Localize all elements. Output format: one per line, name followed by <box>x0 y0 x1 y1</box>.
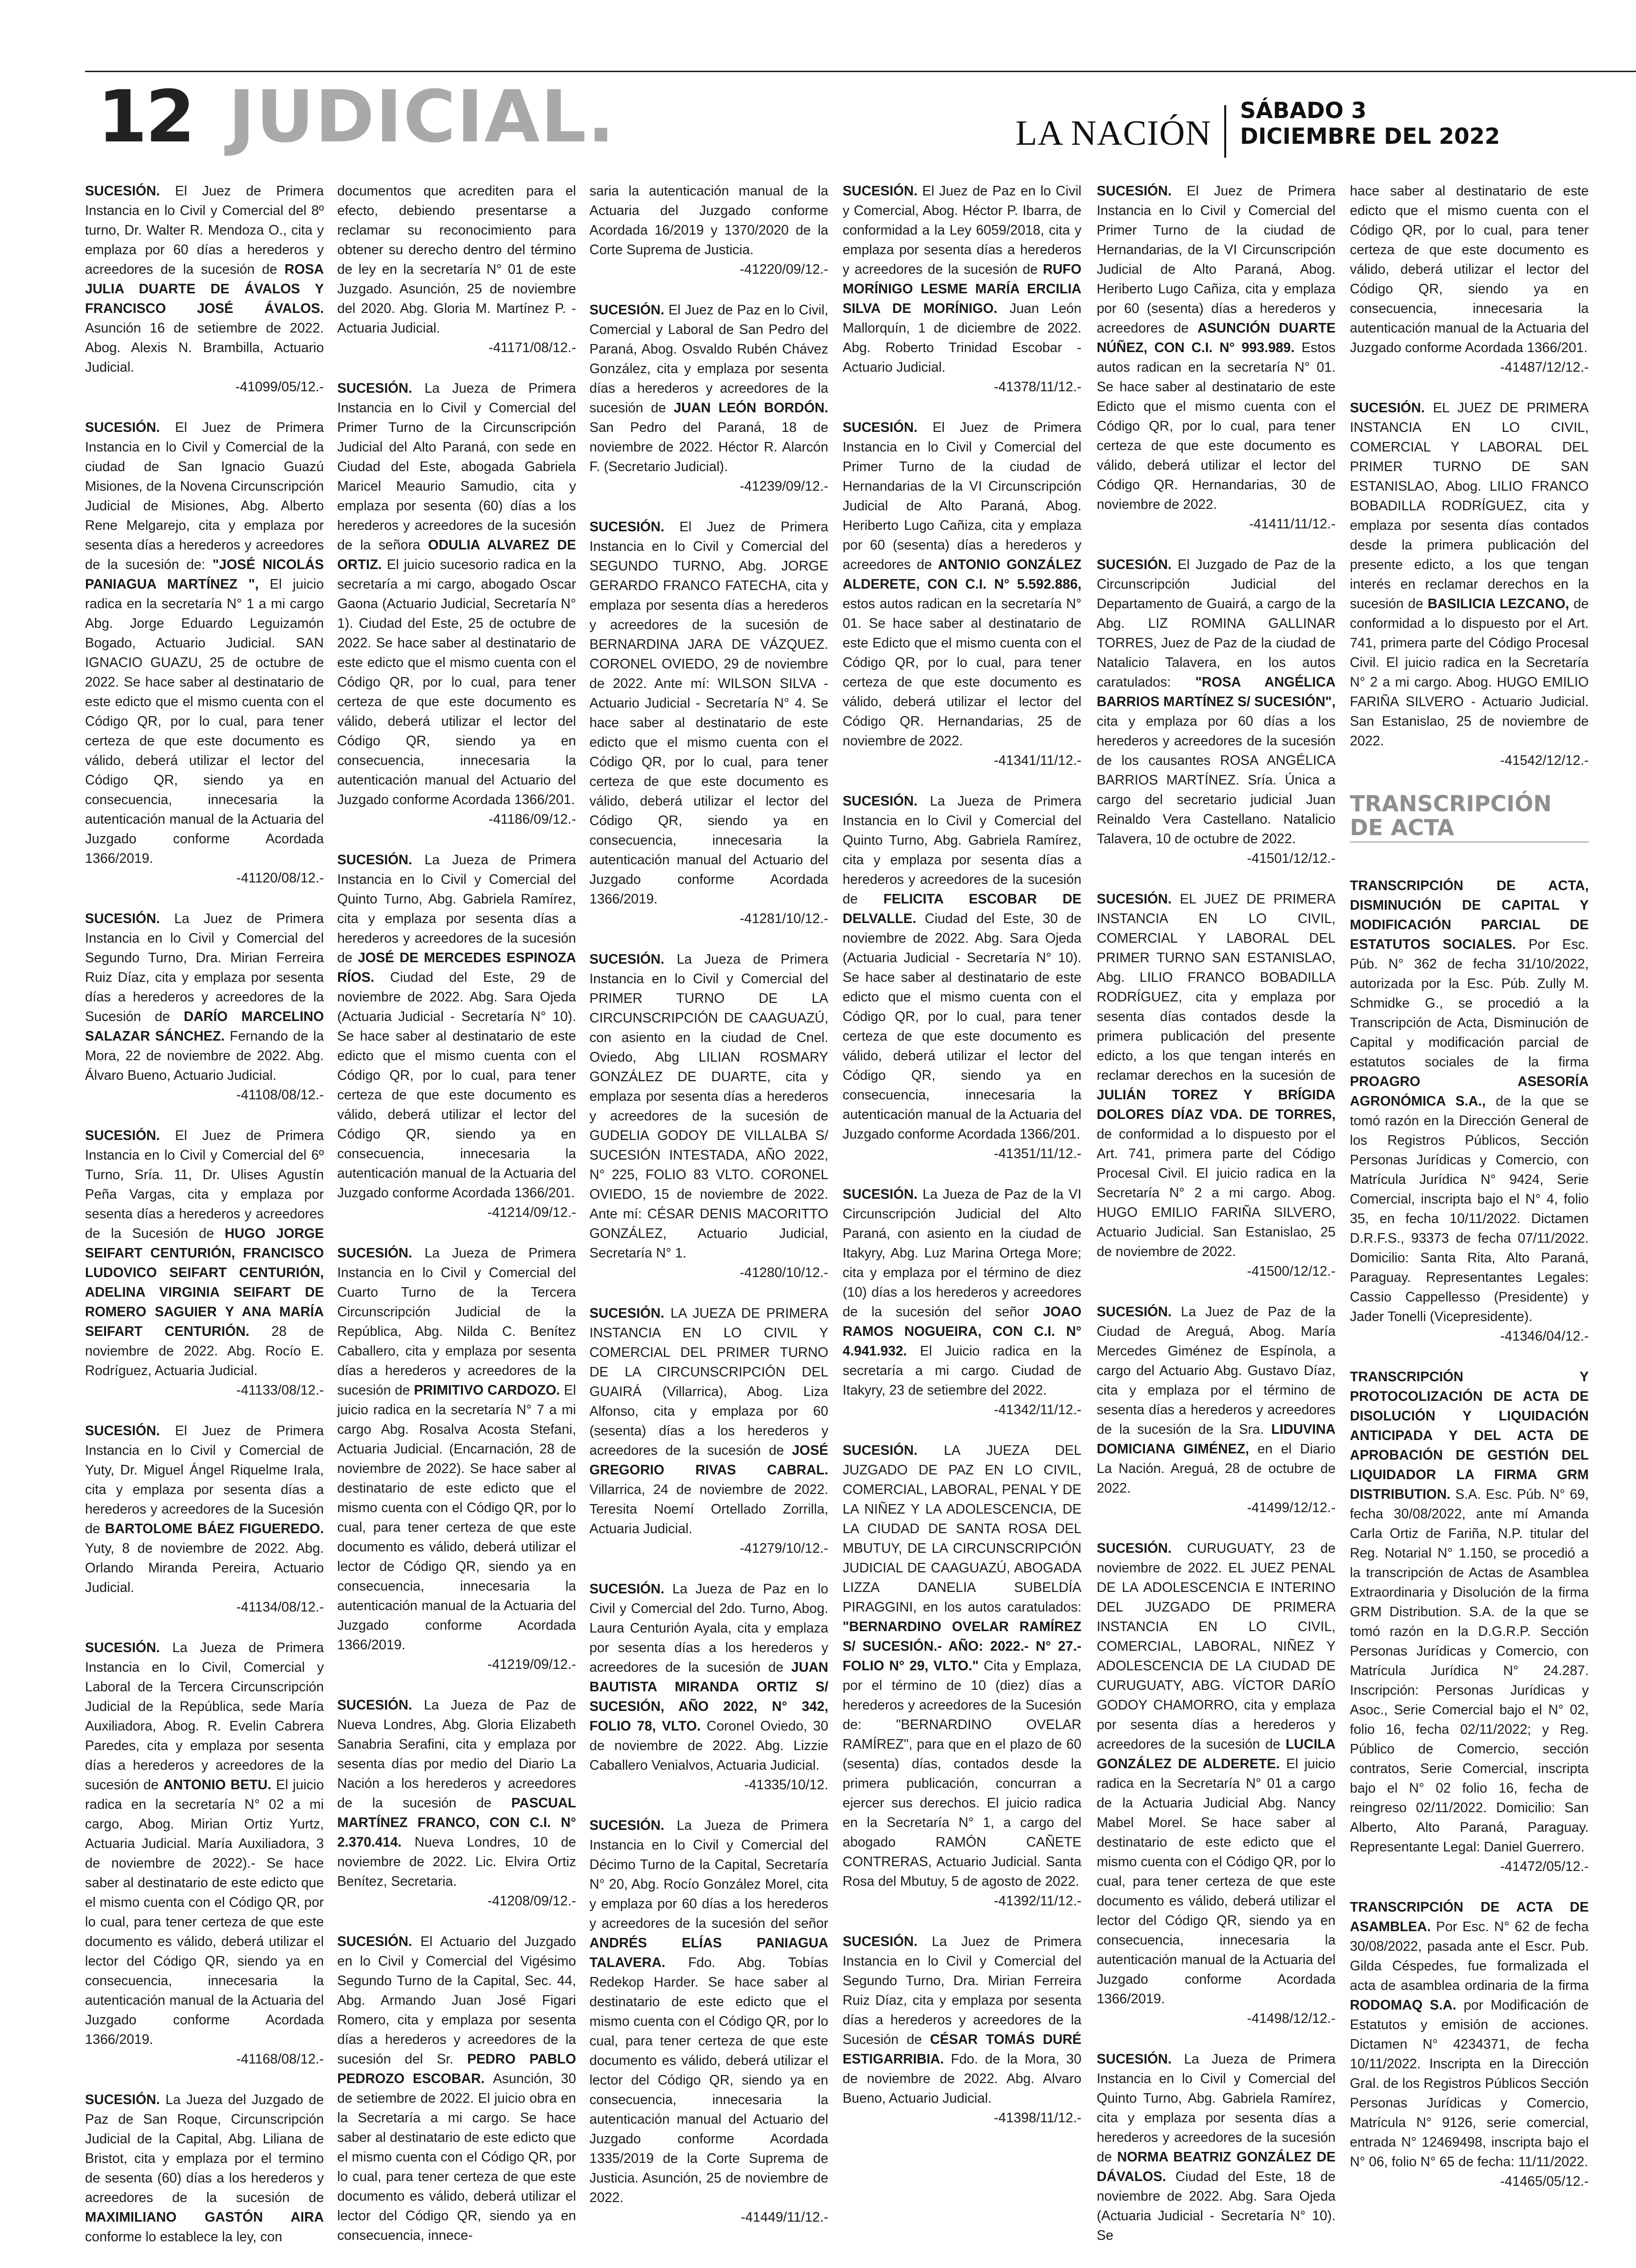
notice-text: Coronel Oviedo, 30 de noviembre de 2022. Abg. Lizzie Caballero Venialvos, Actuaria Judicial. <box>589 1719 829 1773</box>
notice-name: CÉSAR TOMÁS DURÉ ESTIGARRIBIA. <box>843 2032 1081 2067</box>
notice-name: ANTONIO BETU. <box>163 1777 276 1793</box>
notice-text: de conformidad a lo dispuesto por el Art. 741, primera parte del Código Procesal Civil. El juicio radica en la Secretaría N° 2 a mi cargo. Abog. HUGO EMILIO FARIÑA SILVERO, Actuario Judicial. San Estanislao, 25 de noviembre de 2022. <box>1097 1127 1336 1259</box>
notice-code: -41341/11/12.- <box>994 753 1081 768</box>
legal-notice <box>589 1580 828 1795</box>
notice-text: La Jueza de Primera Instancia en lo Civil y Comercial del Quinto Turno, Abg. Gabriela Ramírez, cita y emplaza por sesenta días a herederos y acreedores de la sucesión de <box>337 852 576 966</box>
notice-name: JUAN BAUTISTA MIRANDA ORTIZ S/ SUCESIÓN, AÑO 2022, N° 342, FOLIO 78, VLTO. <box>589 1660 828 1734</box>
notice-text: Asunción 16 de setiembre de 2022. Abog. Alexis N. Brambilla, Actuario Judicial. <box>85 321 324 375</box>
notice-heading: SUCESIÓN. <box>85 420 175 435</box>
legal-notice <box>843 1932 1081 2128</box>
legal-notice <box>85 1638 324 2069</box>
notice-heading: SUCESIÓN. <box>843 1443 944 1458</box>
notice-text: Nueva Londres, 10 de noviembre de 2022. Lic. Elvira Ortiz Benítez, Secretaria. <box>337 1835 576 1889</box>
notice-code: -41487/12/12.- <box>1500 360 1589 375</box>
notice-text: Juan León Mallorquín, 1 de diciembre de 2022. Abg. Roberto Trinidad Escobar - Actuario Judicial. <box>843 301 1082 375</box>
notice-code: -41099/05/12.- <box>235 379 324 395</box>
notice-name: "BERNARDINO OVELAR RAMÍREZ S/ SUCESIÓN.- AÑO: 2022.- N° 27.- FOLIO N° 29, VLTO." <box>843 1619 1081 1674</box>
notice-text: El Juez de Primera Instancia en lo Civil y Comercial del 8º turno, Dr. Walter R. Mendoza O., cita y emplaza por 60 días a herederos y acreedores de la sucesión de <box>85 183 324 277</box>
notice-code: -41214/09/12.- <box>487 1205 576 1220</box>
notice-heading: SUCESIÓN. <box>589 519 680 535</box>
legal-notice <box>85 418 324 888</box>
notice-code: -41108/08/12.- <box>236 1087 324 1103</box>
notice-text: hace saber al destinatario de este edicto que el mismo cuenta con el Código QR, por lo cual, para tener certeza de que este documento es válido, deberá utilizar el lector del Código QR, siendo ya en consecuencia, innecesaria la autenticación manual de la Actuaria del Juzgado conforme Acordada 1366/201. <box>1350 183 1589 355</box>
notice-heading: SUCESIÓN. <box>337 852 425 868</box>
notice-text: cita y emplaza por 60 días a los herederos y acreedores de la sucesión de los causantes ROSA ANGÉLICA BARRIOS MARTÍNEZ. Sría. Única a cargo del secretario judicial Juan Reinaldo Vera Castellano. Natalicio Talavera, 10 de octubre de 2022. <box>1097 714 1336 847</box>
section-heading: TRANSCRIPCIÓN DE ACTA <box>1350 792 1589 843</box>
notice-code: -41133/08/12.- <box>236 1383 324 1398</box>
notice-text: El Juzgado de Paz de la Circunscripción Judicial del Departamento de Guairá, a cargo de la Abg. LIZ ROMINA GALLINAR TORRES, Juez de Paz de la ciudad de Natalicio Talavera, en los autos caratulados: <box>1097 557 1336 690</box>
notice-code: -41378/11/12.- <box>994 379 1081 395</box>
notice-name: RODOMAQ S.A. <box>1350 1998 1464 2013</box>
notice-text: La Jueza de Primera Instancia en lo Civil y Comercial del Décimo Turno de la Capital, Secretaría N° 20, Abg. Rocío González Morel, cita y emplaza por 60 días a los herederos y acreedores de la sucesión del señor <box>589 1818 828 1931</box>
notice-name: ASUNCIÓN DUARTE NÚÑEZ, CON C.I. N° 993.989. <box>1097 321 1336 355</box>
notice-text: La Juez de Primera Instancia en lo Civil y Comercial del Segundo Turno, Dra. Mirian Ferreira Ruiz Díaz, cita y emplaza por sesenta días a herederos y acreedores de la Sucesión de <box>85 911 324 1024</box>
notice-code: -41351/11/12.- <box>994 1146 1081 1161</box>
notice-text: El juicio radica en la secretaría N° 7 a mi cargo Abg. Rosalva Acosta Stefani, Actuaria Judicial. (Encarnación, 28 de noviembre de 2022). Se hace saber al destinatario de este edicto que el mismo cuenta con el Código QR, por lo cual, para tener certeza de que este documento es válido, deberá utilizar el lector de Código QR, siendo ya en consecuencia, innecesaria la autenticación manual de la Actuaria del Juzgado conforme Acordada 1366/2019. <box>337 1383 576 1653</box>
notice-heading: SUCESIÓN. <box>589 1818 677 1833</box>
notice-name: HUGO JORGE SEIFART CENTURIÓN, FRANCISCO LUDOVICO SEIFART CENTURIÓN, ADELINA VIRGINIA SEIFART DE ROMERO SAGUIER Y ANA MARÍA SEIFART CENTURIÓN. <box>85 1226 324 1339</box>
notice-text: La Jueza de Primera Instancia en lo Civil y Comercial del Cuarto Turno de la Tercera Circunscripción Judicial de la República, Abg. Nilda C. Benítez Caballero, cita y emplaza por sesenta días a herederos y acreedores de la sucesión de <box>337 1246 576 1398</box>
notice-heading: SUCESIÓN. <box>589 1306 671 1321</box>
issue-date-month: DICIEMBRE DEL 2022 <box>1240 123 1500 149</box>
notice-heading: SUCESIÓN. <box>85 183 175 199</box>
notice-heading: SUCESIÓN. <box>843 794 930 809</box>
notice-heading: SUCESIÓN. <box>843 420 933 435</box>
notice-text: en el Diario La Nación. Areguá, 28 de octubre de 2022. <box>1097 1441 1336 1496</box>
notice-heading: SUCESIÓN. <box>337 381 425 396</box>
notice-code: -41498/12/12.- <box>1247 2011 1336 2026</box>
notice-name: PEDRO PABLO PEDROZO ESCOBAR. <box>337 2052 576 2086</box>
notice-name: NORMA BEATRIZ GONZÁLEZ DE DÁVALOS. <box>1097 2150 1336 2184</box>
page-number: 12 <box>97 75 193 159</box>
notice-text: de la que se tomó razón en la Dirección General de los Registros Públicos, Sección Personas Jurídicas y Comercio, con Matrícula Jurídica N° 9424, Serie Comercial, inscripta bajo el N° 4, folio 35, en fecha 10/11/2022. Dictamen D.R.F.S., 93373 de fecha 07/11/2022. Domicilio: Santa Rita, Alto Paraná, Paraguay. Representantes Legales: Cassio Cappellesso (Presidente) y Jader Tonelli (Vicepresidente). <box>1350 1094 1589 1324</box>
notice-text: La Jueza de Paz de Nueva Londres, Abg. Gloria Elizabeth Sanabria Serafini, cita y emplaza por sesenta días por medio del Diario La Nación a los herederos y acreedores de la sucesión de <box>337 1698 576 1811</box>
notice-code: -41346/04/12.- <box>1500 1329 1589 1344</box>
legal-notice <box>1350 1898 1589 2192</box>
notice-text: El Juez de Primera Instancia en lo Civil y Comercial del SEGUNDO TURNO, Abg. JORGE GERARDO FRANCO FATECHA, cita y emplaza por sesenta días a herederos y acreedores de la sucesión de BERNARDINA JARA DE VÁZQUEZ. CORONEL OVIEDO, 29 de noviembre de 2022. Ante mí: WILSON SILVA - Actuario Judicial - Secretaría N° 4. Se hace saber al destinatario de este edicto que el mismo cuenta con el Código QR, por lo cual, para tener certeza de que este documento es válido, deberá utilizar el lector del Código QR, siendo ya en consecuencia, innecesaria la autenticación manual del Actuario del Juzgado conforme Acordada 1366/2019. <box>589 519 829 907</box>
notice-text: Por Esc. Púb. N° 362 de fecha 31/10/2022, autorizada por la Esc. Púb. Zully M. Schmidke G., se procedió a la Transcripción de Acta, Disminución de Capital y modificación parcial de estatutos sociales de la firma <box>1350 937 1589 1070</box>
notice-name: BARTOLOME BÁEZ FIGUEREDO. <box>105 1521 324 1537</box>
legal-notice <box>1097 182 1336 534</box>
column-5 <box>1097 182 1336 2267</box>
legal-notice <box>843 1185 1081 1420</box>
legal-notice <box>85 909 324 1105</box>
notice-text: El juicio radica en la Secretaría N° 01 a cargo de la Actuaria Judicial Abg. Nancy Mabel Morel. Se hace saber al destinatario de este edicto que el mismo cuenta con el Código QR, por lo cual, para tener certeza de que este documento es válido, deberá utilizar el lector del Código QR, siendo ya en consecuencia, innecesaria la autenticación manual de la Actuaria del Juzgado conforme Acordada 1366/2019. <box>1097 1756 1336 2007</box>
legal-notice <box>85 2090 324 2247</box>
notice-code: -41208/09/12.- <box>487 1893 576 1909</box>
column-3 <box>589 182 828 2248</box>
header-rule <box>85 71 1636 72</box>
notice-code: -41171/08/12.- <box>488 340 576 355</box>
legal-notice <box>1097 890 1336 1281</box>
notice-text: de conformidad a lo dispuesto por el Art. 741, primera parte del Código Procesal Civil. El juicio radica en la Secretaría N° 2 a mi cargo. Abog. HUGO EMILIO FARIÑA SILVERO - Actuario Judicial. San Estanislao, 25 de noviembre de 2022. <box>1350 596 1589 749</box>
notice-code: -41279/10/12.- <box>739 1541 828 1556</box>
notice-text: LA JUEZA DEL JUZGADO DE PAZ EN LO CIVIL, COMERCIAL, LABORAL, PENAL Y DE LA NIÑEZ Y LA ADOLESCENCIA, DE LA CIUDAD DE SANTA ROSA DEL MBUTUY, DE LA CIRCUNSCRIPCIÓN JUDICIAL DE CAAGUAZÚ, ABOGADA LIZZA DANELIA SUBELDÍA PIRAGGINI, en los autos caratulados: <box>843 1443 1081 1615</box>
notice-code: -41219/09/12.- <box>487 1657 576 1672</box>
notice-code: -41168/08/12.- <box>236 2052 324 2067</box>
notice-text: El Juez de Primera Instancia en lo Civil y Comercial del Primer Turno de la ciudad de Hernandarias, de la VI Circunscripción Judicial de Alto Paraná, Abog. Heriberto Lugo Cañiza, cita y emplaza por 60 (sesenta) días a herederos y acreedores de <box>1097 183 1336 336</box>
notice-name: ROSA JULIA DUARTE DE ÁVALOS Y FRANCISCO JOSÉ ÁVALOS. <box>85 262 324 316</box>
notice-text: El Juez de Primera Instancia en lo Civil y Comercial del 6º Turno, Sría. 11, Dr. Ulises Agustín Peña Vargas, cita y emplaza por sesenta días a herederos y acreedores de la Sucesión de <box>85 1128 324 1241</box>
legal-notice <box>337 1244 576 1675</box>
legal-notice <box>337 379 576 829</box>
notice-name: MAXIMILIANO GASTÓN AIRA <box>85 2210 324 2225</box>
notice-text: EL JUEZ DE PRIMERA INSTANCIA EN LO CIVIL, COMERCIAL Y LABORAL DEL PRIMER TURNO SAN ESTANISLAO, Abg. LILIO FRANCO BOBADILLA RODRÍGUEZ, cita y emplaza por sesenta días contados desde la primera publicación del presente edicto, a los que tengan interés en reclamar derechos en la sucesión de <box>1097 892 1336 1083</box>
issue-date <box>1240 97 1500 149</box>
notice-name: "JOSÉ NICOLÁS PANIAGUA MARTÍNEZ ", <box>85 557 324 592</box>
section-title: JUDICIAL. <box>228 75 616 159</box>
legal-notice <box>1097 2050 1336 2246</box>
notice-name: PRIMITIVO CARDOZO. <box>414 1383 564 1398</box>
notice-code: -41465/05/12.- <box>1500 2174 1589 2189</box>
notice-code: -41220/09/12.- <box>739 262 828 277</box>
notice-text: por Modificación de Estatutos y emisión de acciones. Dictamen N° 4234371, de fecha 10/11/2022. Inscripta en la Dirección Gral. de los Registros Públicos Sección Personas Jurídicas y Comercio, Matrícula N° 9126, serie comercial, entrada N° 12469498, inscripta bajo el N° 06, folio N° 65 de fecha: 11/11/2022. <box>1350 1998 1589 2170</box>
notice-heading: SUCESIÓN. <box>1097 557 1178 572</box>
notice-text: Ciudad del Este, 29 de noviembre de 2022. Abg. Sara Ojeda (Actuaria Judicial - Secretaría N° 10). Se hace saber al destinatario de este edicto que el mismo cuenta con el Código QR, por lo cual, para tener certeza de que este documento es válido, deberá utilizar el lector del Código QR, siendo ya en consecuencia, innecesaria la autenticación manual de la Actuaria del Juzgado conforme Acordada 1366/201. <box>337 970 577 1201</box>
legal-notice <box>589 950 828 1283</box>
notice-heading: SUCESIÓN. <box>843 1934 932 1949</box>
notice-name: PASCUAL MARTÍNEZ FRANCO, CON C.I. N° 2.370.414. <box>337 1795 576 1850</box>
notice-heading: SUCESIÓN. <box>1097 2052 1184 2067</box>
notice-code: -41342/11/12.- <box>994 1402 1081 1418</box>
newspaper-logo: LA NACIÓN <box>1016 114 1211 153</box>
legal-notice <box>1097 555 1336 869</box>
legal-notice <box>337 182 576 358</box>
notice-heading: SUCESIÓN. <box>337 1934 421 1949</box>
notice-heading: SUCESIÓN. <box>85 2092 166 2107</box>
notice-name: ANTONIO GONZÁLEZ ALDERETE, CON C.I. N° 5.592.886, <box>843 557 1081 592</box>
notice-name: LUCILA GONZÁLEZ DE ALDERETE. <box>1097 1737 1336 1772</box>
legal-notice <box>589 1304 828 1559</box>
notice-heading: SUCESIÓN. <box>337 1698 424 1713</box>
legal-notice <box>589 182 828 279</box>
notice-text: San Pedro del Paraná, 18 de noviembre de 2022. Héctor R. Alarcón F. (Secretario Judicial). <box>589 420 828 474</box>
notice-text: La Jueza de Primera Instancia en lo Civil y Comercial del Primer Turno de la Circunscripción Judicial del Alto Paraná, con sede en Ciudad del Este, abogada Gabriela Maricel Meaurio Samudio, cita y emplaza por sesenta (60) días a los herederos y acreedores de la sucesión de la señora <box>337 381 576 553</box>
notice-name: JOAO RAMOS NOGUEIRA, CON C.I. N° 4.941.932. <box>843 1304 1081 1359</box>
notice-heading: SUCESIÓN. <box>843 1187 923 1202</box>
notice-code: -41500/12/12.- <box>1247 1264 1336 1279</box>
legal-notice <box>337 850 576 1223</box>
notice-code: -41472/05/12.- <box>1500 1859 1589 1874</box>
notice-heading: TRANSCRIPCIÓN Y PROTOCOLIZACIÓN DE ACTA DE DISOLUCIÓN Y LIQUIDACIÓN ANTICIPADA Y DEL ACTA DE APROBACIÓN DE GESTIÓN DEL LIQUIDADOR LA FIRMA GRM DISTRIBUTION. <box>1350 1369 1589 1502</box>
legal-notice <box>1350 876 1589 1346</box>
notice-name: PROAGRO ASESORÍA AGRONÓMICA S.A., <box>1350 1074 1589 1109</box>
legal-notice <box>1350 182 1589 377</box>
notice-code: -41449/11/12.- <box>740 2210 828 2225</box>
notice-text: La Jueza de Primera Instancia en lo Civil y Comercial del PRIMER TURNO DE LA CIRCUNSCRIPCIÓN DE CAAGUAZÚ, con asiento en la ciudad de Cnel. Oviedo, Abg LILIAN ROSMARY GONZÁLEZ DE DUARTE, cita y emplaza por sesenta días a herederos y acreedores de la sucesión de GUDELIA GODOY DE VILLALBA S/ SUCESIÓN INTESTADA, AÑO 2022, N° 225, FOLIO 83 VLTO. CORONEL OVIEDO, 15 de noviembre de 2022. Ante mí: CÉSAR DENIS MACORITTO GONZÁLEZ, Actuario Judicial, Secretaría N° 1. <box>589 952 828 1261</box>
notice-text: El juicio sucesorio radica en la secretaría a mi cargo, abogado Oscar Gaona (Actuario Judicial, Secretaría N° 1). Ciudad del Este, 25 de octubre de 2022. Se hace saber al destinatario de este edicto que el mismo cuenta con el Código QR, por lo cual, para tener certeza de que este documento es válido, deberá utilizar el lector del Código QR, siendo ya en consecuencia, innecesaria la autenticación manual del Actuario del Juzgado conforme Acordada 1366/201. <box>337 557 576 807</box>
notice-text: estos autos radican en la secretaría N° 01. Se hace saber al destinatario de este Edicto que el mismo cuenta con el Código QR, por lo cual, para tener certeza de que este documento es válido, deberá utilizar el lector del Código QR. Hernandarias, 25 de noviembre de 2022. <box>843 596 1081 749</box>
notice-code: -41392/11/12.- <box>994 1893 1081 1909</box>
legal-notice <box>843 792 1081 1164</box>
notice-text: saria la autenticación manual de la Actuaria del Juzgado conforme Acordada 16/2019 y 1370/2020 de la Corte Suprema de Justicia. <box>589 183 828 258</box>
notice-text: El Juez de Paz en lo Civil, Comercial y Laboral de San Pedro del Paraná, Abog. Osvaldo Rubén Chávez González, cita y emplaza por sesenta días a herederos y acreedores de la sucesión de <box>589 302 828 416</box>
column-6 <box>1350 182 1589 2213</box>
legal-notice <box>843 418 1081 771</box>
notice-name: ANDRÉS ELÍAS PANIAGUA TALAVERA. <box>589 1935 828 1970</box>
notice-text: CURUGUATY, 23 de noviembre de 2022. EL JUEZ PENAL DE LA ADOLESCENCIA E INTERINO DEL JUZGADO DE PRIMERA INSTANCIA EN LO CIVIL, COMERCIAL, LABORAL, NIÑEZ Y ADOLESCENCIA DE LA CIUDAD DE CURUGUATY, ABG. VÍCTOR DARÍO GODOY CHAMORRO, cita y emplaza por sesenta días a herederos y acreedores de la sucesión de <box>1097 1541 1336 1752</box>
notice-text: Estos autos radican en la secretaría N° 01. Se hace saber al destinatario de este Edicto que el mismo cuenta con el Código QR, por lo cual, para tener certeza de que este documento es válido, deberá utilizar el lector del Código QR. Hernandarias, 30 de noviembre de 2022. <box>1097 340 1336 512</box>
notice-text: El Juez de Primera Instancia en lo Civil y Comercial del Primer Turno de la ciudad de Hernandarias de la VI Circunscripción Judicial de Alto Paraná, Abog. Heriberto Lugo Cañiza, cita y emplaza por 60 (sesenta) días a herederos y acreedores de <box>843 420 1082 572</box>
notice-text: La Jueza de Paz de la VI Circunscripción Judicial del Alto Paraná, con asiento en la ciudad de Itakyry, Abg. Luz Marina Ortega More; cita y emplaza por el término de diez (10) días a los herederos y acreedores de la sucesión del señor <box>843 1187 1081 1320</box>
notice-heading: SUCESIÓN. <box>85 1640 172 1655</box>
legal-notice <box>843 182 1081 397</box>
notice-text: S.A. Esc. Púb. N° 69, fecha 30/08/2022, ante mí Amanda Carla Ortiz de Fariña, N.P. titular del Reg. Notarial N° 1.150, se procedió a la transcripción de Actas de Asamblea Extraordinaria y Disolución de la firma GRM Distribution. S.A. de la que se tomó razón en la D.G.R.P. Sección Personas Jurídicas y Comercio, con Matrícula Jurídica N° 24.287. Inscripción: Personas Jurídicas y Asoc., Serie Comercial bajo el N° 02, folio 16, fecha 02/11/2022; y Reg. Público de Comercio, sección contratos, Serie Comercial, inscripta bajo el N° 02 folio 16, fecha de reingreso 02/11/2022. Domicilio: San Alberto, Alto Paraná, Paraguay. Representante Legal: Daniel Guerrero. <box>1350 1487 1589 1855</box>
notice-code: -41335/10/12. <box>744 1777 828 1793</box>
legal-notice <box>1097 1302 1336 1518</box>
notice-code: -41280/10/12.- <box>739 1265 828 1280</box>
notice-code: -41501/12/12.- <box>1247 851 1336 866</box>
notice-heading: SUCESIÓN. <box>85 911 174 926</box>
notice-heading: SUCESIÓN. <box>85 1423 175 1439</box>
issue-date-day: SÁBADO 3 <box>1240 97 1367 123</box>
notice-text: Ciudad del Este, 18 de noviembre de 2022. Abg. Sara Ojeda (Actuaria Judicial - Secretaría N° 10). Se <box>1097 2169 1336 2243</box>
notice-code: -41186/09/12.- <box>488 812 576 827</box>
notice-heading: SUCESIÓN. <box>589 1581 673 1597</box>
notice-text: El Juez de Paz en lo Civil y Comercial, Abog. Héctor P. Ibarra, de conformidad a la Ley 6059/2018, cita y emplaza por sesenta días a herederos y acreedores de la sucesión de <box>843 183 1081 277</box>
column-1 <box>85 182 324 2268</box>
masthead <box>85 76 1551 158</box>
notice-code: -41499/12/12.- <box>1247 1500 1336 1516</box>
notice-text: Fdo. de la Mora, 30 de noviembre de 2022. Abg. Alvaro Bueno, Actuario Judicial. <box>843 2052 1081 2106</box>
notice-text: La Jueza de Paz en lo Civil y Comercial del 2do. Turno, Abog. Laura Centurión Ayala, cita y emplaza por sesenta días a los herederos y acreedores de la sucesión de <box>589 1581 828 1675</box>
notice-name: ODULIA ALVAREZ DE ORTIZ. <box>337 537 577 572</box>
column-2 <box>337 182 576 2267</box>
notice-name: RUFO MORÍNIGO LESME MARÍA ERCILIA SILVA DE MORÍNIGO. <box>843 262 1081 316</box>
notice-code: -41134/08/12.- <box>236 1600 324 1615</box>
notice-heading: SUCESIÓN. <box>1097 183 1187 199</box>
legal-notice <box>589 301 828 496</box>
legal-notice <box>1097 1539 1336 2029</box>
notice-text: LA JUEZA DE PRIMERA INSTANCIA EN LO CIVIL Y COMERCIAL DEL PRIMER TURNO DE LA CIRCUNSCRIPCIÓN DEL GUAIRÁ (Villarrica), Abog. Liza Alfonso, cita y emplaza por 60 (sesenta) días a los herederos y acreedores de la sucesión de <box>589 1306 828 1458</box>
notice-text: La Juez de Primera Instancia en lo Civil y Comercial del Segundo Turno, Dra. Mirian Ferreira Ruiz Díaz, cita y emplaza por sesenta días a herederos y acreedores de la Sucesión de <box>843 1934 1081 2047</box>
notice-text: 28 de noviembre de 2022. Abg. Rocío E. Rodríguez, Actuaria Judicial. <box>85 1324 324 1378</box>
notice-text: Yuty, 8 de noviembre de 2022. Abg. Orlando Miranda Pereira, Actuario Judicial. <box>85 1541 324 1595</box>
column-4 <box>843 182 1081 2149</box>
notice-name: JULIÁN TOREZ Y BRÍGIDA DOLORES DÍAZ VDA. DE TORRES, <box>1097 1087 1336 1122</box>
notice-heading: SUCESIÓN. <box>589 302 669 318</box>
notice-heading: SUCESIÓN. <box>85 1128 175 1143</box>
notice-heading: SUCESIÓN. <box>1350 400 1433 416</box>
notice-text: documentos que acrediten para el efecto, debiendo presentarse a reclamar su reconocimiento para obtener su derecho dentro del término de ley en la secretaría N° 01 de este Juzgado. Asunción, 25 de noviembre del 2020. Abg. Gloria M. Martínez P. - Actuaria Judicial. <box>337 183 576 336</box>
notice-text: Por Esc. N° 62 de fecha 30/08/2022, pasada ante el Escr. Pub. Gilda Céspedes, fue formalizada el acta de asamblea ordinaria de la firma <box>1350 1919 1589 1993</box>
notice-code: -41281/10/12.- <box>739 911 828 926</box>
notice-name: JOSÉ DE MERCEDES ESPINOZA RÍOS. <box>337 950 577 985</box>
notice-text: Asunción, 30 de setiembre de 2022. El juicio obra en la Secretaría a mi cargo. Se hace saber al destinatario de este edicto que el mismo cuenta con el Código QR, por lo cual, para tener certeza de que este documento es válido, deberá utilizar el lector del Código QR, siendo ya en consecuencia, innece- <box>337 2071 576 2243</box>
notice-text: conforme lo establece la ley, con <box>85 2229 282 2245</box>
notice-heading: TRANSCRIPCIÓN DE ACTA, DISMINUCIÓN DE CAPITAL Y MODIFICACIÓN PARCIAL DE ESTATUTOS SOCIALES. <box>1350 878 1589 952</box>
notice-text: La Jueza de Primera Instancia en lo Civil, Comercial y Laboral de la Tercera Circunscripción Judicial de la República, sede María Auxiliadora, Abog. R. Evelin Cabrera Paredes, cita y emplaza por sesenta días a herederos y acreedores de la sucesión de <box>85 1640 324 1793</box>
notice-heading: SUCESIÓN. <box>589 952 677 967</box>
legal-notice <box>1350 398 1589 771</box>
notice-code: -41398/11/12.- <box>994 2110 1081 2126</box>
legal-notice <box>1350 1367 1589 1877</box>
legal-notice <box>337 1696 576 1911</box>
notice-code: -41239/09/12.- <box>739 479 828 494</box>
notice-text: La Jueza del Juzgado de Paz de San Roque, Circunscripción Judicial de la Capital, Abg. Liliana de Bristot, cita y emplaza por el termino de sesenta (60) días a los herederos y acreedores de la sucesión de <box>85 2092 324 2205</box>
notice-text: El Actuario del Juzgado en lo Civil y Comercial del Vigésimo Segundo Turno de la Capital, Sec. 44, Abg. Armando Juan José Figari Romero, cita y emplaza por sesenta días a herederos y acreedores de la sucesión del Sr. <box>337 1934 576 2067</box>
notice-heading: SUCESIÓN. <box>843 183 922 199</box>
legal-notice <box>589 1816 828 2227</box>
notice-text: El juicio radica en la secretaría N° 1 a mi cargo Abg. Jorge Eduardo Leguizamón Bogado, Actuario Judicial. SAN IGNACIO GUAZU, 25 de octubre de 2022. Se hace saber al destinatario de este edicto que el mismo cuenta con el Código QR, por lo cual, para tener certeza de que este documento es válido, deberá utilizar el lector del Código QR, siendo ya en consecuencia, innecesaria la autenticación manual de la Actuaria del Juzgado conforme Acordada 1366/2019. <box>85 577 324 866</box>
notice-code: -41120/08/12.- <box>236 871 324 886</box>
notice-heading: SUCESIÓN. <box>1097 1304 1181 1320</box>
notice-name: JOSÉ GREGORIO RIVAS CABRAL. <box>589 1443 828 1478</box>
legal-notice <box>337 1932 576 2246</box>
notice-name: "ROSA ANGÉLICA BARRIOS MARTÍNEZ S/ SUCESIÓN", <box>1097 675 1336 709</box>
notice-name: DARÍO MARCELINO SALAZAR SÁNCHEZ. <box>85 1009 324 1044</box>
legal-notice <box>85 182 324 397</box>
notice-heading: SUCESIÓN. <box>1097 1541 1187 1556</box>
notice-name: JUAN LEÓN BORDÓN. <box>674 400 828 416</box>
notice-text: El Juicio radica en la secretaría a mi cargo. Ciudad de Itakyry, 23 de setiembre del 2022. <box>843 1344 1081 1398</box>
notice-heading: TRANSCRIPCIÓN DE ACTA DE ASAMBLEA. <box>1350 1900 1589 1935</box>
notice-heading: SUCESIÓN. <box>337 1246 425 1261</box>
notice-text: La Juez de Paz de la Ciudad de Areguá, Abog. María Mercedes Giménez de Espínola, a cargo del Actuario Abg. Gustavo Díaz, cita y emplaza por el término de sesenta días a herederos y acreedores de la sucesión de la Sra. <box>1097 1304 1336 1437</box>
notice-code: -41542/12/12.- <box>1500 753 1589 768</box>
notice-text: El Juez de Primera Instancia en lo Civil y Comercial de Yuty, Dr. Miguel Ángel Riquelme Irala, cita y emplaza por sesenta días a herederos y acreedores de la Sucesión de <box>85 1423 324 1537</box>
notice-text: Fernando de la Mora, 22 de noviembre de 2022. Abg. Álvaro Bueno, Actuario Judicial. <box>85 1029 324 1083</box>
notice-name: BASILICIA LEZCANO, <box>1427 596 1574 612</box>
masthead-divider <box>1224 105 1226 158</box>
notice-text: La Jueza de Primera Instancia en lo Civil y Comercial del Quinto Turno, Abg. Gabriela Ramírez, cita y emplaza por sesenta días a herederos y acreedores de la sucesión de <box>1097 2052 1336 2165</box>
notice-text: Ciudad del Este, 30 de noviembre de 2022. Abg. Sara Ojeda (Actuaria Judicial - Secretaría N° 10). Se hace saber al destinatario de este edicto que el mismo cuenta con el Código QR, por lo cual, para tener certeza de que este documento es válido, deberá utilizar el lector del Código QR, siendo ya en consecuencia, innecesaria la autenticación manual de la Actuaria del Juzgado conforme Acordada 1366/201. <box>843 911 1081 1142</box>
notice-heading: SUCESIÓN. <box>1097 892 1180 907</box>
legal-notice <box>85 1421 324 1617</box>
notice-text: EL JUEZ DE PRIMERA INSTANCIA EN LO CIVIL, COMERCIAL Y LABORAL DEL PRIMER TURNO DE SAN ESTANISLAO, Abog. LILIO FRANCO BOBADILLA RODRÍGUEZ, cita y emplaza por sesenta días contados desde la primera publicación del presente edicto, a los que tengan interés en reclamar derechos en la sucesión de <box>1350 400 1589 612</box>
legal-notice <box>843 1441 1081 1911</box>
legal-notice <box>589 517 828 929</box>
notice-text: Fdo. Abg. Tobías Redekop Harder. Se hace saber al destinatario de este edicto que el mismo cuenta con el Código QR, por lo cual, para tener certeza de que este documento es válido, deberá utilizar el lector del Código QR, siendo ya en consecuencia, innecesaria la autenticación manual del Actuario del Juzgado conforme Acordada 1335/2019 de la Corte Suprema de Justicia. Asunción, 25 de noviembre de 2022. <box>589 1955 828 2205</box>
notice-text: La Jueza de Primera Instancia en lo Civil y Comercial del Quinto Turno, Abg. Gabriela Ramírez, cita y emplaza por sesenta días a herederos y acreedores de la sucesión de <box>843 794 1081 907</box>
notice-text: El Juez de Primera Instancia en lo Civil y Comercial de la ciudad de San Ignacio Guazú Misiones, de la Novena Circunscripción Judicial de Misiones, Abg. Alberto Rene Melgarejo, cita y emplaza por sesenta días a herederos y acreedores de la sucesión de: <box>85 420 324 572</box>
notice-name: LIDUVINA DOMICIANA GIMÉNEZ, <box>1097 1422 1336 1457</box>
notice-text: Villarrica, 24 de noviembre de 2022. Teresita Noemí Ortellado Zorrilla, Actuaria Judicial. <box>589 1482 828 1537</box>
notice-text: El juicio radica en la secretaría N° 02 a mi cargo, Abog. Mirian Ortiz Yurtz, Actuaria Judicial. María Auxiliadora, 3 de noviembre de 2022).- Se hace saber al destinatario de este edicto que el mismo cuenta con el Código QR, por lo cual, para tener certeza de que este documento es válido, deberá utilizar el lector del Código QR, siendo ya en consecuencia, innecesaria la autenticación manual de la Actuaria del Juzgado conforme Acordada 1366/2019. <box>85 1777 324 2047</box>
notice-name: FELICITA ESCOBAR DE DELVALLE. <box>843 892 1081 926</box>
legal-notice <box>85 1126 324 1400</box>
notice-code: -41411/11/12.- <box>1249 516 1336 532</box>
notice-text: Cita y Emplaza, por el término de 10 (diez) días a herederos y acreedores de la Sucesión de: "BERNARDINO OVELAR RAMÍREZ", para que en el plazo de 60 (sesenta) días, contados desde la primera publicación, concurran a ejercer sus derechos. El juicio radica en la Secretaría N° 1, a cargo del abogado RAMÓN CAÑETE CONTRERAS, Actuario Judicial. Santa Rosa del Mbutuy, 5 de agosto de 2022. <box>843 1658 1081 1889</box>
